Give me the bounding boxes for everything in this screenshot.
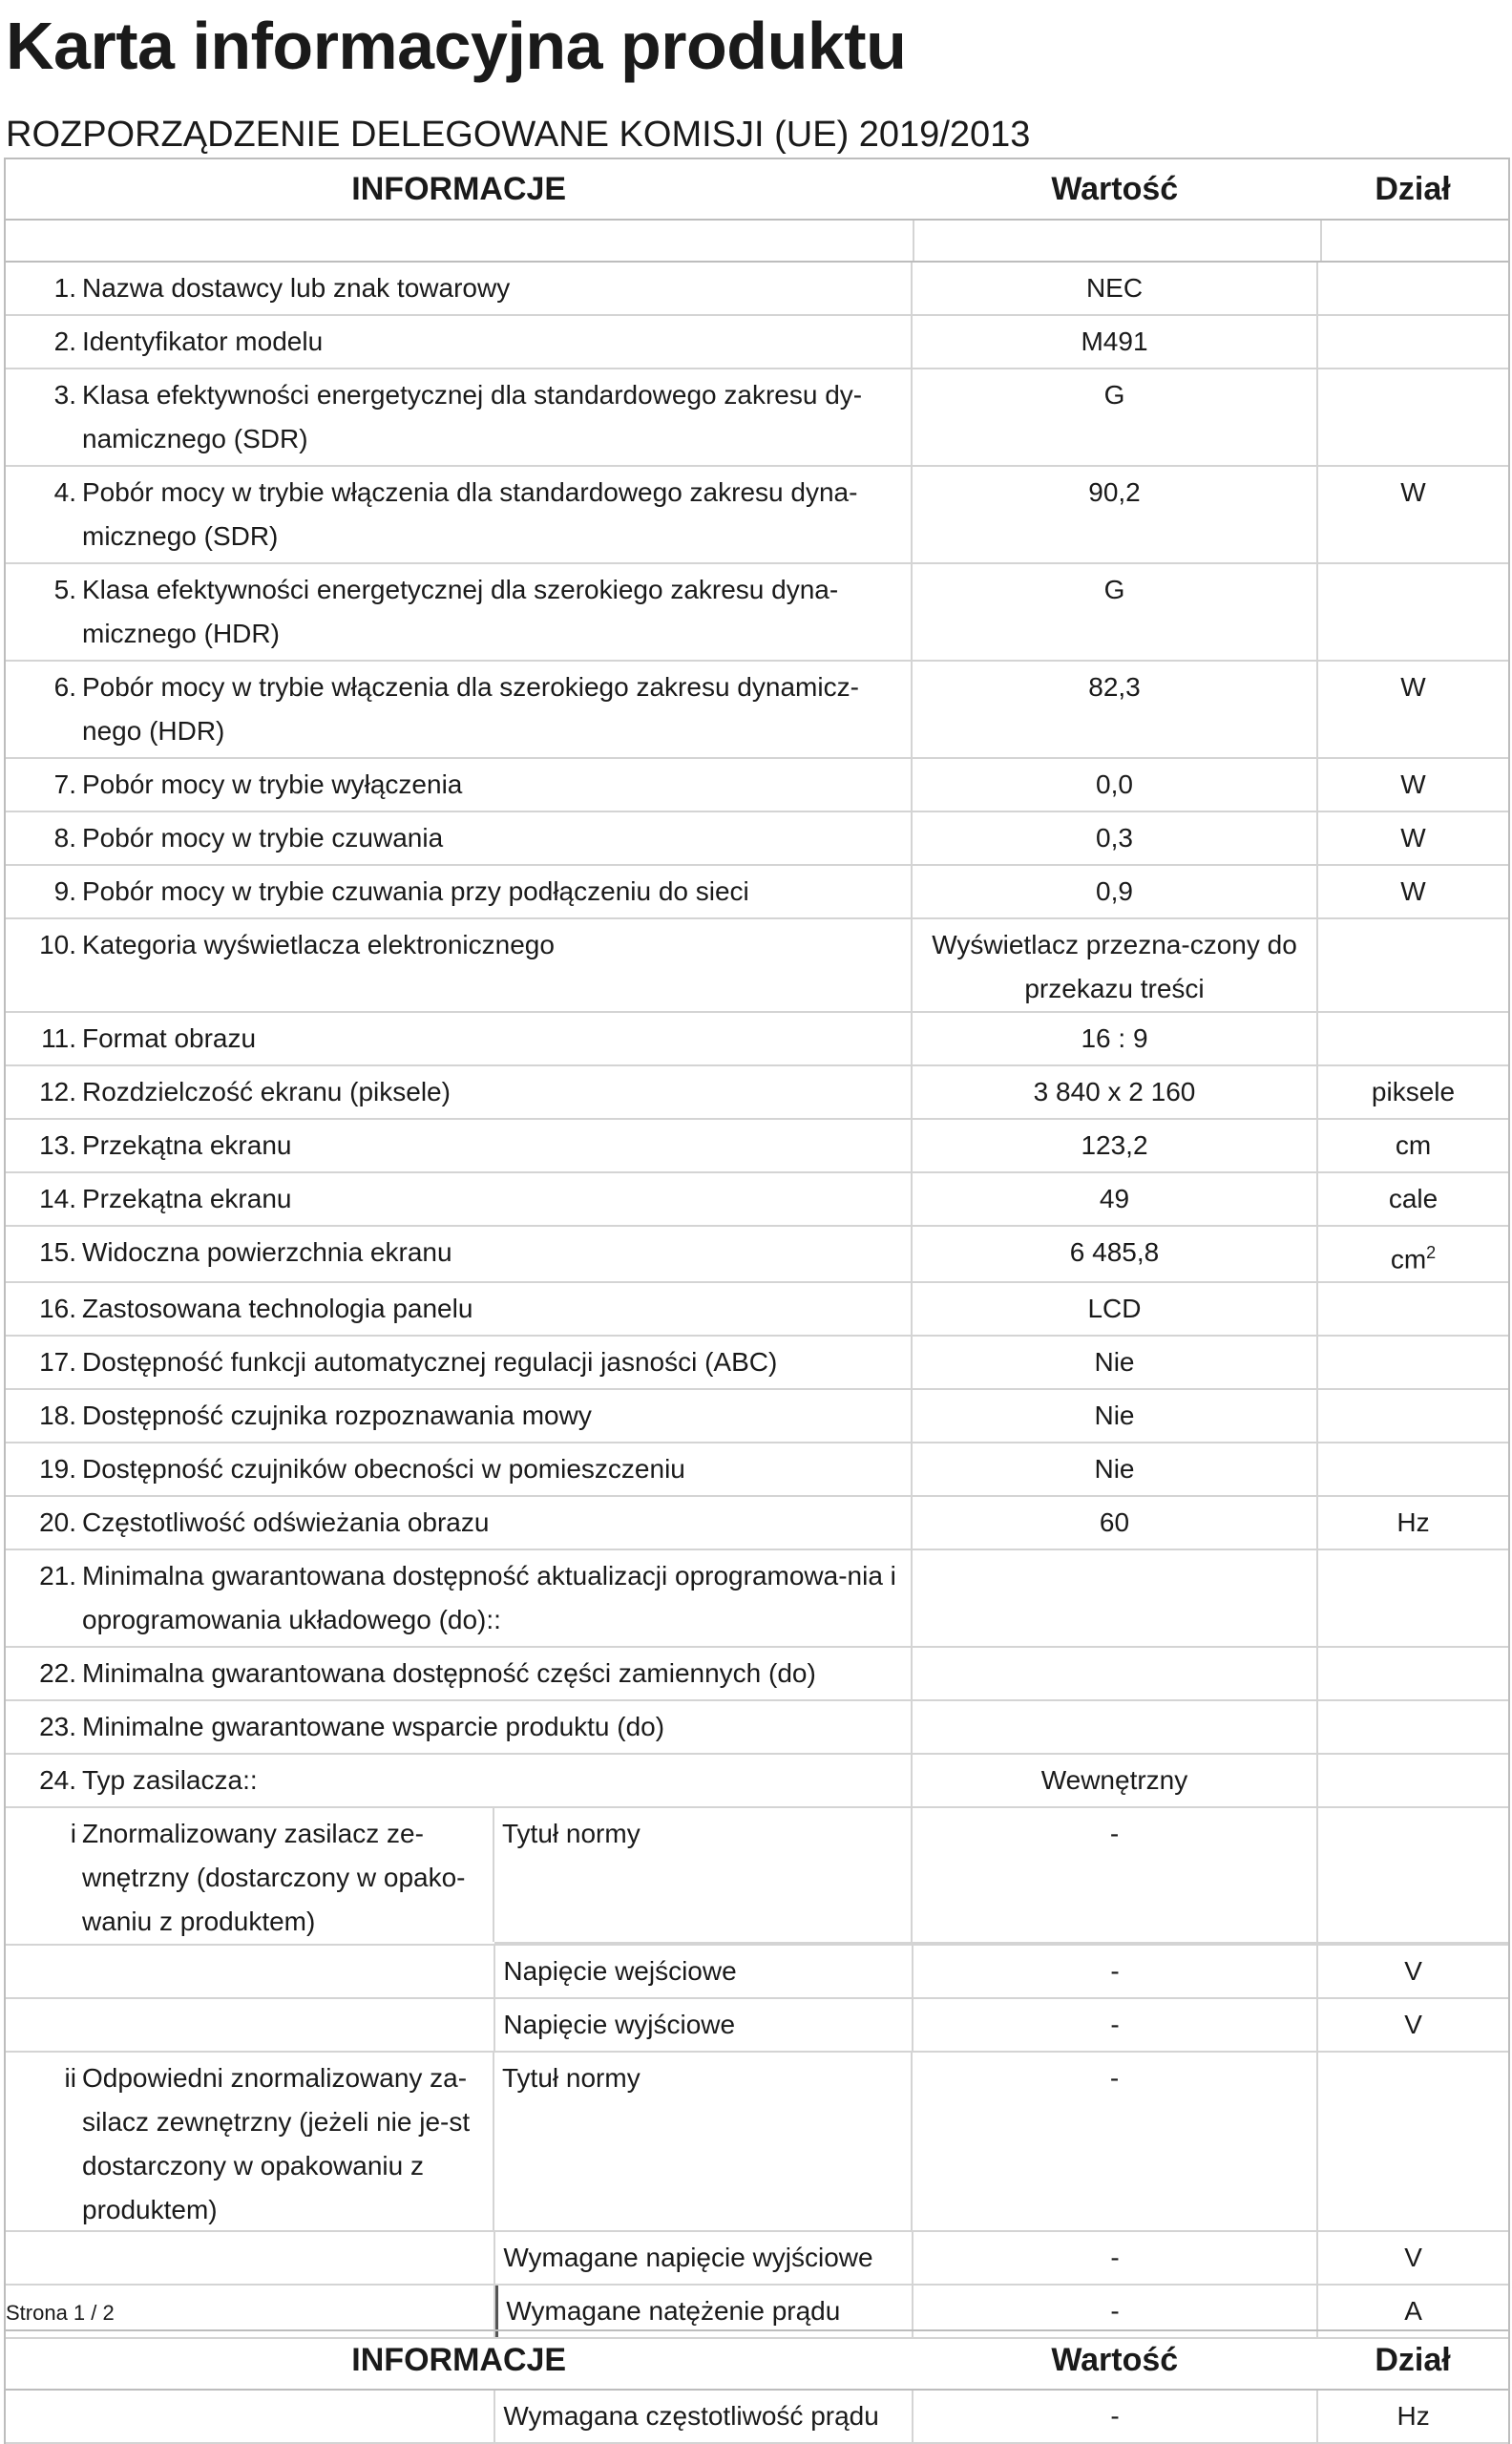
row-num: 7. — [53, 769, 76, 799]
row-unit — [1318, 1443, 1508, 1495]
row-num: 14. — [39, 1184, 76, 1213]
table-row — [6, 1390, 1508, 1443]
row-num: 20. — [39, 1507, 76, 1538]
table-row — [6, 1648, 1508, 1701]
row-label: Format obrazu — [82, 1013, 913, 1064]
row-num: 16. — [39, 1294, 76, 1324]
row-label: Dostępność czujników obecności w pomieszczeniu — [82, 1443, 913, 1495]
unit-base: cm — [1390, 1244, 1427, 1275]
row-value: Wewnętrzny — [913, 1755, 1318, 1806]
row-unit — [1318, 263, 1508, 314]
table-row — [6, 316, 1508, 369]
row-label: Klasa efektywności energetycznej dla szerokiego zakresu dyna-micznego (HDR) — [82, 564, 913, 660]
row-num: 10. — [39, 930, 76, 959]
row-value: 16 : 9 — [913, 1013, 1318, 1064]
header-info: INFORMACJE — [351, 170, 567, 207]
row-num: 18. — [39, 1401, 76, 1431]
row-unit — [1318, 1550, 1508, 1646]
row-value: 6 485,8 — [913, 1227, 1318, 1281]
psu-ii-entry-key: Wymagane natężenie prądu — [495, 2286, 913, 2337]
header-gap — [6, 221, 1508, 263]
psu-ii-entry-unit — [1318, 2053, 1508, 2230]
table-row — [6, 812, 1508, 866]
row-value — [913, 1701, 1318, 1753]
page-title: Karta informacyjna produktu — [6, 9, 907, 83]
row-label: Identyfikator modelu — [82, 316, 913, 368]
row-label: Klasa efektywności energetycznej dla standardowego zakresu dy-namicznego (SDR) — [82, 369, 913, 465]
row-label: Minimalne gwarantowane wsparcie produktu (do) — [82, 1701, 913, 1753]
psu-ii-entry-unit: A — [1404, 2296, 1422, 2327]
row-num: 19. — [39, 1454, 76, 1485]
row-label: Pobór mocy w trybie czuwania przy podłączeniu do sieci — [82, 866, 913, 917]
psu-ii-entry-value: - — [913, 2053, 1318, 2230]
row-unit — [1318, 316, 1508, 368]
table-row — [6, 564, 1508, 662]
row-label: Pobór mocy w trybie włączenia dla standardowego zakresu dyna-micznego (SDR) — [82, 467, 913, 562]
table-row — [6, 662, 1508, 759]
psu-i-entry-key: Tytuł normy — [494, 1808, 913, 1942]
row-value — [913, 1648, 1318, 1699]
row-label: Dostępność funkcji automatycznej regulacji jasności (ABC) — [82, 1337, 913, 1388]
page-number: Strona 1 / 2 — [6, 2301, 115, 2325]
page2-table — [4, 2329, 1510, 2444]
row-unit — [1318, 1013, 1508, 1064]
row-unit — [1318, 1648, 1508, 1699]
row-unit: piksele — [1371, 1077, 1456, 1106]
row-num: 2. — [53, 327, 76, 356]
row-label: Rozdzielczość ekranu (piksele) — [82, 1066, 913, 1118]
row-num: 11. — [41, 1023, 76, 1053]
row-label: Częstotliwość odświeżania obrazu — [82, 1497, 913, 1549]
psu-i-num: i — [70, 1819, 76, 1849]
page2-row-value: - — [914, 2391, 1318, 2442]
table-row — [6, 1701, 1508, 1755]
table-row — [6, 467, 1508, 564]
table-row — [6, 1120, 1508, 1173]
row-unit — [1318, 1390, 1508, 1442]
psu-i-row-3 — [6, 1999, 1508, 2053]
row-value: 60 — [913, 1497, 1318, 1549]
row-unit — [1318, 1227, 1508, 1281]
row-num: 1. — [53, 273, 76, 303]
row-label: Nazwa dostawcy lub znak towarowy — [82, 263, 913, 314]
table-row — [6, 866, 1508, 919]
row-label: Przekątna ekranu — [82, 1173, 913, 1225]
row-label: Widoczna powierzchnia ekranu — [82, 1227, 913, 1281]
row-num: 4. — [53, 477, 76, 507]
row-label: Pobór mocy w trybie wyłączenia — [82, 759, 913, 811]
psu-i-entry-key: Napięcie wejściowe — [495, 1946, 913, 1997]
row-unit — [1318, 1283, 1508, 1335]
row-unit — [1318, 369, 1508, 465]
table-body — [6, 263, 1508, 1808]
row-num: 17. — [39, 1347, 76, 1378]
page2-header-info: INFORMACJE — [351, 2341, 567, 2378]
row-num: 3. — [53, 380, 76, 410]
table-row — [6, 919, 1508, 1013]
row-label: Przekątna ekranu — [82, 1120, 913, 1171]
row-value: Nie — [913, 1390, 1318, 1442]
row-unit — [1318, 919, 1508, 1011]
table-row — [6, 1283, 1508, 1337]
psu-i-entry-value: - — [913, 1808, 1318, 1942]
table-row — [6, 1173, 1508, 1227]
regulation-subtitle: ROZPORZĄDZENIE DELEGOWANE KOMISJI (UE) 2019/2013 — [6, 115, 1031, 155]
header-unit: Dział — [1375, 170, 1451, 207]
row-num: 23. — [39, 1712, 76, 1742]
psu-ii-row — [6, 2053, 1508, 2232]
row-num: 9. — [53, 876, 76, 906]
row-unit: W — [1400, 477, 1426, 507]
product-info-table — [4, 158, 1510, 2339]
unit-superscript: 2 — [1426, 1243, 1437, 1262]
row-num: 22. — [39, 1658, 76, 1689]
table-row — [6, 1755, 1508, 1808]
page2-header — [6, 2331, 1508, 2391]
row-value: NEC — [913, 263, 1318, 314]
row-unit: W — [1400, 769, 1426, 799]
row-label: Dostępność czujnika rozpoznawania mowy — [82, 1390, 913, 1442]
row-label: Pobór mocy w trybie czuwania — [82, 812, 913, 864]
row-num: 15. — [39, 1237, 76, 1267]
psu-ii-label: Odpowiedni znormalizowany za-silacz zewnętrzny (jeżeli nie je-st dostarczony w opakowaniu z produktem) — [82, 2053, 494, 2230]
psu-i-entry-unit: V — [1404, 1956, 1422, 1987]
row-unit: cale — [1388, 1184, 1438, 1213]
row-label: Minimalna gwarantowana dostępność aktualizacji oprogramowa-nia i oprogramowania układowego (do):: — [82, 1550, 913, 1646]
psu-ii-entry-key: Tytuł normy — [494, 2053, 913, 2230]
row-value: 0,3 — [913, 812, 1318, 864]
psu-i-entry-unit — [1318, 1808, 1508, 1942]
row-label: Pobór mocy w trybie włączenia dla szerokiego zakresu dynamicz-nego (HDR) — [82, 662, 913, 757]
page2-header-unit: Dział — [1375, 2341, 1451, 2378]
row-value: Nie — [913, 1443, 1318, 1495]
table-row — [6, 1066, 1508, 1120]
row-value: Nie — [913, 1337, 1318, 1388]
row-unit — [1318, 1337, 1508, 1388]
row-value — [913, 1550, 1318, 1646]
psu-i-entry-key: Napięcie wyjściowe — [495, 1999, 913, 2051]
table-row — [6, 1337, 1508, 1390]
psu-ii-entry-key: Wymagane napięcie wyjściowe — [495, 2232, 913, 2284]
row-num: 21. — [39, 1561, 76, 1591]
row-unit — [1318, 1701, 1508, 1753]
row-value: LCD — [913, 1283, 1318, 1335]
row-num: 5. — [53, 575, 76, 604]
row-value: G — [913, 564, 1318, 660]
psu-i-row — [6, 1808, 1508, 1946]
row-unit: cm — [1395, 1130, 1432, 1160]
table-row — [6, 1497, 1508, 1550]
row-value: 0,0 — [913, 759, 1318, 811]
table-row — [6, 759, 1508, 812]
row-label: Zastosowana technologia panelu — [82, 1283, 913, 1335]
psu-i-entry-value: - — [914, 1999, 1318, 2051]
row-num: 24. — [39, 1765, 76, 1796]
table-row — [6, 1443, 1508, 1497]
row-value: Wyświetlacz przezna-czony do przekazu treści — [913, 919, 1318, 1011]
row-num: 6. — [53, 672, 76, 702]
row-unit — [1318, 1755, 1508, 1806]
row-label: Typ zasilacza:: — [82, 1755, 913, 1806]
table-row — [6, 1227, 1508, 1283]
table-header — [6, 159, 1508, 221]
psu-ii-entry-value: - — [914, 2286, 1318, 2337]
page2-row — [6, 2391, 1508, 2444]
row-unit — [1318, 564, 1508, 660]
row-value: G — [913, 369, 1318, 465]
page2-row-key: Wymagana częstotliwość prądu — [495, 2391, 913, 2442]
table-row — [6, 1550, 1508, 1648]
table-row — [6, 369, 1508, 467]
header-value: Wartość — [1051, 170, 1179, 207]
row-value: 82,3 — [913, 662, 1318, 757]
row-label: Kategoria wyświetlacza elektronicznego — [82, 919, 913, 1011]
row-unit: W — [1400, 876, 1426, 906]
row-num: 12. — [39, 1077, 76, 1106]
psu-i-entry-value: - — [914, 1946, 1318, 1997]
psu-i-row-2 — [6, 1946, 1508, 1999]
psu-ii-entry-unit: V — [1404, 2243, 1422, 2273]
row-num: 8. — [53, 823, 76, 853]
row-value: 90,2 — [913, 467, 1318, 562]
page2-header-value: Wartość — [1051, 2341, 1179, 2378]
page2-row-unit: Hz — [1396, 2401, 1430, 2431]
row-label: Minimalna gwarantowana dostępność części zamiennych (do) — [82, 1648, 913, 1699]
row-value: 0,9 — [913, 866, 1318, 917]
psu-ii-entry-value: - — [914, 2232, 1318, 2284]
psu-ii-row-2 — [6, 2232, 1508, 2286]
psu-ii-num: ii — [64, 2063, 76, 2094]
row-value: 49 — [913, 1173, 1318, 1225]
row-num: 13. — [39, 1130, 76, 1160]
table-row — [6, 1013, 1508, 1066]
row-unit: W — [1400, 823, 1426, 853]
row-value: M491 — [913, 316, 1318, 368]
table-row — [6, 263, 1508, 316]
psu-i-entry-unit: V — [1404, 2010, 1422, 2040]
row-value: 123,2 — [913, 1120, 1318, 1171]
row-unit: W — [1400, 672, 1426, 702]
row-unit: Hz — [1396, 1507, 1430, 1538]
row-value: 3 840 x 2 160 — [913, 1066, 1318, 1118]
psu-i-label: Znormalizowany zasilacz ze-wnętrzny (dostarczony w opako-waniu z produktem) — [82, 1808, 494, 1942]
